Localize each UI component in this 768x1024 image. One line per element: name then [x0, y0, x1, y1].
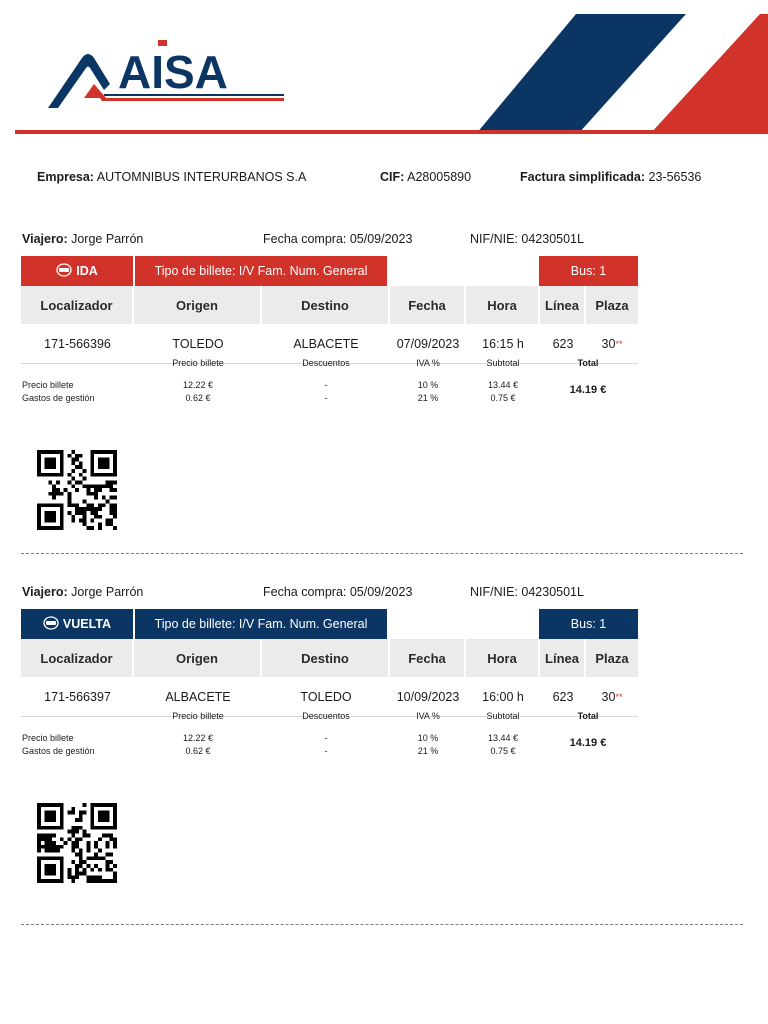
aisa-logo: [44, 38, 294, 114]
total-header: Total: [577, 711, 599, 721]
price-breakdown: [0, 350, 640, 410]
price-cell: 21 %: [417, 746, 439, 756]
column-header: Origen: [134, 639, 262, 677]
bus-number: Bus: 1: [539, 609, 638, 639]
column-header: Origen: [134, 286, 262, 324]
total-value: 14.19 €: [569, 737, 607, 749]
price-cell: 0.62 €: [185, 393, 211, 403]
price-col-header: Subtotal: [486, 711, 520, 721]
header-rule: [15, 130, 768, 134]
column-header: Plaza: [595, 297, 629, 313]
column-header: Hora: [466, 286, 540, 324]
table-cell: ALBACETE: [165, 689, 231, 704]
column-header: Destino: [262, 286, 390, 324]
price-cell: 13.44 €: [487, 380, 519, 390]
price-col-header: Precio billete: [172, 711, 224, 721]
price-cell: -: [324, 380, 328, 390]
price-col-header: Precio billete: [172, 358, 224, 368]
table-cell: 30 **: [601, 689, 623, 704]
direction-badge: IDA: [21, 256, 133, 286]
price-cell: 12.22 €: [182, 733, 214, 743]
ticket-type: Tipo de billete: I/V Fam. Num. General: [135, 256, 387, 286]
price-row-label: Precio billete: [22, 733, 74, 743]
ticket-type: Tipo de billete: I/V Fam. Num. General: [135, 609, 387, 639]
table-cell: 07/09/2023: [396, 336, 460, 351]
fecha-compra: Fecha compra: 05/09/2023: [263, 585, 413, 599]
table-cell: ALBACETE: [293, 336, 359, 351]
separator: [21, 553, 743, 554]
column-header: Plaza: [595, 650, 629, 666]
price-cell: 0.75 €: [490, 746, 516, 756]
price-cell: 21 %: [417, 393, 439, 403]
price-cell: 0.62 €: [185, 746, 211, 756]
price-cell: 12.22 €: [182, 380, 214, 390]
price-col-header: IVA %: [416, 358, 440, 368]
price-cell: 0.75 €: [490, 393, 516, 403]
price-row-label: Gastos de gestión: [22, 746, 95, 756]
column-header: Fecha: [390, 286, 466, 324]
plaza-mark: **: [615, 691, 623, 702]
column-header: Localizador: [21, 286, 134, 324]
factura-info: Factura simplificada: 23-56536: [520, 170, 702, 184]
price-cell: -: [324, 746, 328, 756]
header: [0, 0, 768, 140]
column-header: Localizador: [21, 639, 134, 677]
svg-text:AISA: AISA: [118, 46, 228, 98]
table-header: [21, 286, 638, 324]
price-col-header: IVA %: [416, 711, 440, 721]
column-header: Fecha: [390, 639, 466, 677]
bus-number: Bus: 1: [539, 256, 638, 286]
table-cell: 623: [552, 689, 574, 704]
bus-icon: [43, 616, 59, 633]
price-col-header: Subtotal: [486, 358, 520, 368]
column-header: Destino: [262, 639, 390, 677]
fecha-compra: Fecha compra: 05/09/2023: [263, 232, 413, 246]
price-cell: 13.44 €: [487, 733, 519, 743]
table-cell: TOLEDO: [300, 689, 352, 704]
table-cell: 10/09/2023: [396, 689, 460, 704]
price-col-header: Descuentos: [302, 711, 350, 721]
column-header: Línea: [540, 286, 586, 324]
bus-icon: [56, 263, 72, 280]
nif: NIF/NIE: 04230501L: [470, 585, 584, 599]
price-breakdown: [0, 703, 640, 763]
table-cell: 171-566396: [44, 336, 111, 351]
qr-code: [34, 803, 120, 883]
price-cell: 10 %: [417, 733, 439, 743]
qr-code: [34, 450, 120, 530]
table-cell: 16:15 h: [482, 336, 524, 351]
header-stripes: [448, 0, 768, 134]
separator: [21, 924, 743, 925]
cif-info: CIF: A28005890: [380, 170, 472, 184]
viajero: Viajero: Jorge Parrón: [22, 585, 144, 599]
nif: NIF/NIE: 04230501L: [470, 232, 584, 246]
direction-badge: VUELTA: [21, 609, 133, 639]
price-row-label: Gastos de gestión: [22, 393, 95, 403]
price-row-label: Precio billete: [22, 380, 74, 390]
table-cell: TOLEDO: [172, 336, 224, 351]
table-cell: 30 **: [601, 336, 623, 351]
price-cell: 10 %: [417, 380, 439, 390]
viajero: Viajero: Jorge Parrón: [22, 232, 144, 246]
plaza-mark: **: [615, 338, 623, 349]
total-value: 14.19 €: [569, 384, 607, 396]
table-cell: 16:00 h: [482, 689, 524, 704]
price-cell: -: [324, 733, 328, 743]
empresa-info: Empresa: AUTOMNIBUS INTERURBANOS S.A: [37, 170, 307, 184]
column-header: Línea: [540, 639, 586, 677]
price-col-header: Descuentos: [302, 358, 350, 368]
table-header: [21, 639, 638, 677]
column-header: Hora: [466, 639, 540, 677]
price-cell: -: [324, 393, 328, 403]
table-cell: 171-566397: [44, 689, 111, 704]
table-cell: 623: [552, 336, 574, 351]
total-header: Total: [577, 358, 599, 368]
